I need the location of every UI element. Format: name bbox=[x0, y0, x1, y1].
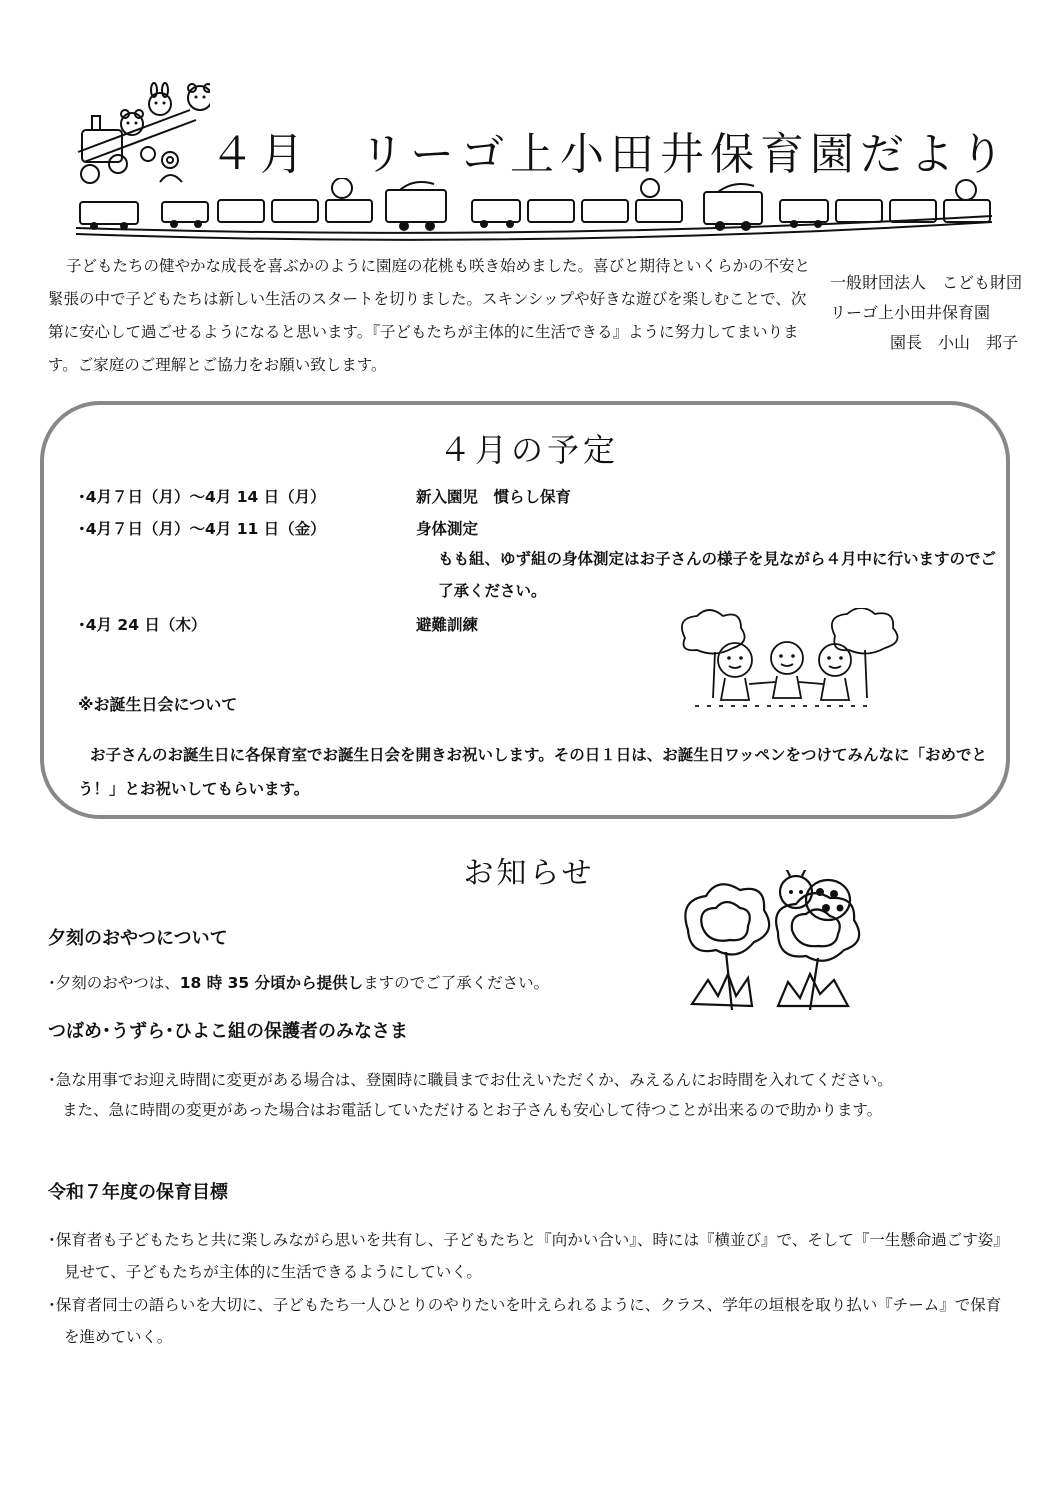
snack-text-post: ますのでご了承ください。 bbox=[363, 974, 550, 992]
schedule-date: ･4月 24 日（木） bbox=[78, 616, 207, 634]
page-title: ４月 リーゴ上小田井保育園だより bbox=[210, 129, 1010, 180]
train-border-illustration bbox=[74, 178, 994, 244]
birthday-text: お子さんのお誕生日に各保育室でお誕生日会を開きお祝いします。その日１日は、お誕生日ワッペンをつけてみんなに「おめでとう！」とお祝いしてもらいます。 bbox=[78, 746, 987, 798]
goal-1-line-1: ･保育者も子どもたちと共に楽しみながら思いを共有し、子どもたちと『向かい合い』、時には『横並び』で、そして『一生懸命過ごす姿』 bbox=[48, 1231, 1009, 1249]
goals-heading: 令和７年度の保育目標 bbox=[48, 1182, 228, 1203]
schedule-title: ４月の予定 bbox=[438, 431, 619, 469]
signature-org: 一般財団法人 こども財団 bbox=[830, 273, 1023, 292]
goal-2-line-2: を進めていく。 bbox=[64, 1328, 173, 1346]
schedule-date: ･4月７日（月）～4月 11 日（金） bbox=[78, 520, 326, 538]
snack-text-pre: ･夕刻のおやつは、 bbox=[48, 974, 180, 992]
children-holding-hands-illustration bbox=[675, 608, 905, 713]
birthday-heading: ※お誕生日会について bbox=[78, 695, 238, 714]
schedule-date: ･4月７日（月）～4月 14 日（月） bbox=[78, 488, 326, 506]
guardian-heading: つばめ･うずら･ひよこ組の保護者のみなさま bbox=[48, 1021, 408, 1042]
snack-heading: 夕刻のおやつについて bbox=[48, 928, 228, 949]
train-animals-illustration bbox=[70, 82, 210, 192]
snack-text bbox=[48, 968, 1018, 998]
news-title: お知らせ bbox=[463, 856, 595, 891]
goal-1-line-2: 見せて、子どもたちが主体的に生活できるようにしていく。 bbox=[64, 1263, 482, 1281]
snack-text-bold: 18 時 35 分頃から提供し bbox=[179, 974, 364, 992]
measure-note: もも組、ゆず組の身体測定はお子さんの様子を見ながら４月中に行いますのでご了承ください。 bbox=[438, 550, 997, 600]
signature-school: リーゴ上小田井保育園 bbox=[830, 303, 991, 322]
schedule-event: 新入園児 慣らし保育 bbox=[416, 488, 572, 506]
guardian-line-2: また、急に時間の変更があった場合はお電話していただけるとお子さんも安心して待つことが出来るので助かります。 bbox=[62, 1101, 883, 1119]
signature-principal: 園長 小山 邦子 bbox=[890, 333, 1019, 352]
signature-block bbox=[830, 268, 1022, 358]
guardian-line-1: ･急な用事でお迎え時間に変更がある場合は、登園時に職員までお仕えいただくか、みえるんにお時間を入れてください。 bbox=[48, 1071, 893, 1089]
goal-2-line-1: ･保育者同士の語らいを大切に、子どもたち一人ひとりのやりたいを叶えられるように、クラス、学年の垣根を取り払い『チーム』で保育 bbox=[48, 1296, 1002, 1314]
schedule-event: 身体測定 bbox=[416, 520, 479, 538]
schedule-event: 避難訓練 bbox=[416, 616, 479, 634]
intro-paragraph: 子どもたちの健やかな成長を喜ぶかのように園庭の花桃も咲き始めました。喜びと期待といくらかの不安と緊張の中で子どもたちは新しい生活のスタートを切りました。スキンシップや好きな遊びを楽しむことで、次第に安心して過ごせるようになると思います。『子どもたちが主体的に生活できる』ように努力してまいります。ご家庭のご理解とご協力をお願い致します。 bbox=[48, 257, 811, 374]
